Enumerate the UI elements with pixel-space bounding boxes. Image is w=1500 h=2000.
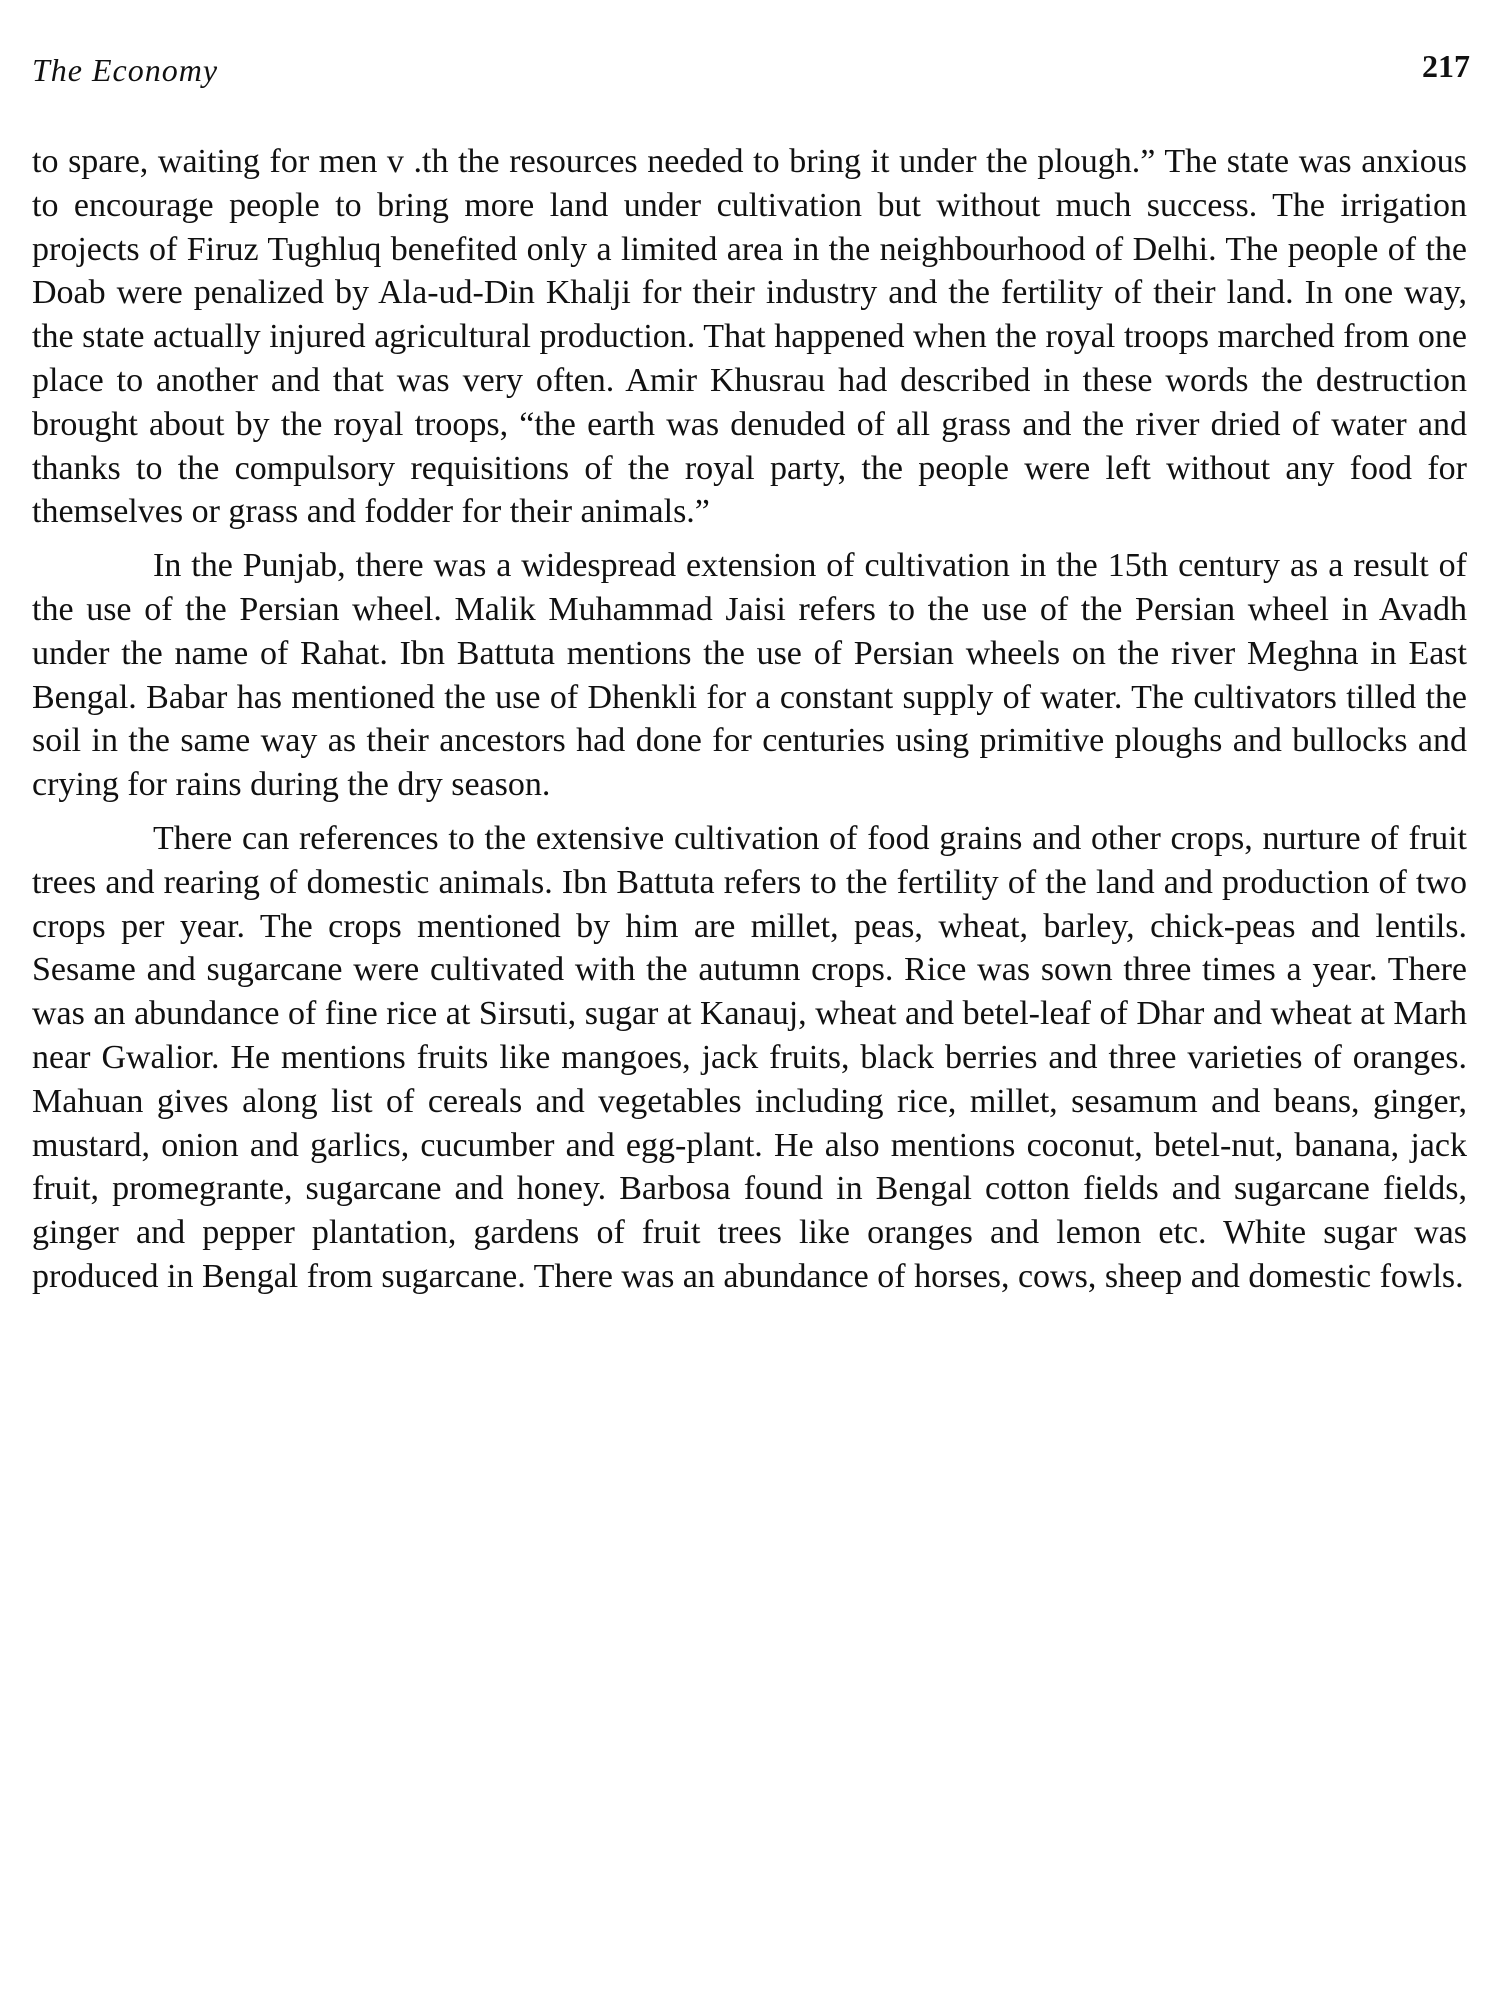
paragraph-punjab-cultivation: In the Punjab, there was a widespread extension of cultivation in the 15th century as a result of the use of the Persian wheel. Malik Muhammad Jaisi refers to the use of the Persian wheel in Avadh under the name of Rahat. Ibn Battuta mentions the use of Persian wheels on the river Meghna in East Bengal. Babar has mentioned the use of Dhenkli for a constant supply of water. The cultivators tilled the soil in the same way as their ancestors had done for centuries using primitive ploughs and bullocks and crying for rains during the dry season. bbox=[32, 547, 1467, 804]
paragraph-crops-and-fruits: There can references to the extensive cultivation of food grains and other crops, nurture of fruit trees and rearing of domestic animals. Ibn Battuta refers to the fertility of the land and production of two crops per year. The crops mentioned by him are millet, peas, wheat, barley, chick-peas and lentils. Sesame and sugarcane were cultivated with the autumn crops. Rice was sown three times a year. There was an abundance of fine rice at Sirsuti, sugar at Kanauj, wheat and betel-leaf of Dhar and wheat at Marh near Gwalior. He mentions fruits like mangoes, jack fruits, black berries and three varieties of oranges. Mahuan gives along list of cereals and vegetables including rice, millet, sesamum and beans, ginger, mustard, onion and garlics, cucumber and egg-plant. He also mentions coconut, betel-nut, banana, jack fruit, promegrante, sugarcane and honey. Barbosa found in Bengal cotton fields and sugarcane fields, ginger and pepper plantation, gardens of fruit trees like oranges and lemon etc. White sugar was produced in Bengal from sugarcane. There was an abundance of horses, cows, sheep and domestic fowls. bbox=[32, 819, 1467, 1295]
running-title: The Economy bbox=[32, 52, 219, 88]
body-text bbox=[32, 140, 1467, 1309]
running-head bbox=[32, 48, 1470, 102]
paragraph-continued: to spare, waiting for men v .th the resources needed to bring it under the plough.” The state was anxious to encourage people to bring more land under cultivation but without much success. The irrigation projects of Firuz Tughluq benefited only a limited area in the neighbourhood of Delhi. The people of the Doab were penalized by Ala-ud-Din Khalji for their industry and the fertility of their land. In one way, the state actually injured agricultural production. That happened when the royal troops marched from one place to another and that was very often. Amir Khusrau had described in these words the destruction brought about by the royal troops, “the earth was denuded of all grass and the river dried of water and thanks to the compulsory requisitions of the royal party, the people were left without any food for themselves or grass and fodder for their animals.” bbox=[32, 143, 1467, 531]
page-number: 217 bbox=[1422, 48, 1470, 84]
